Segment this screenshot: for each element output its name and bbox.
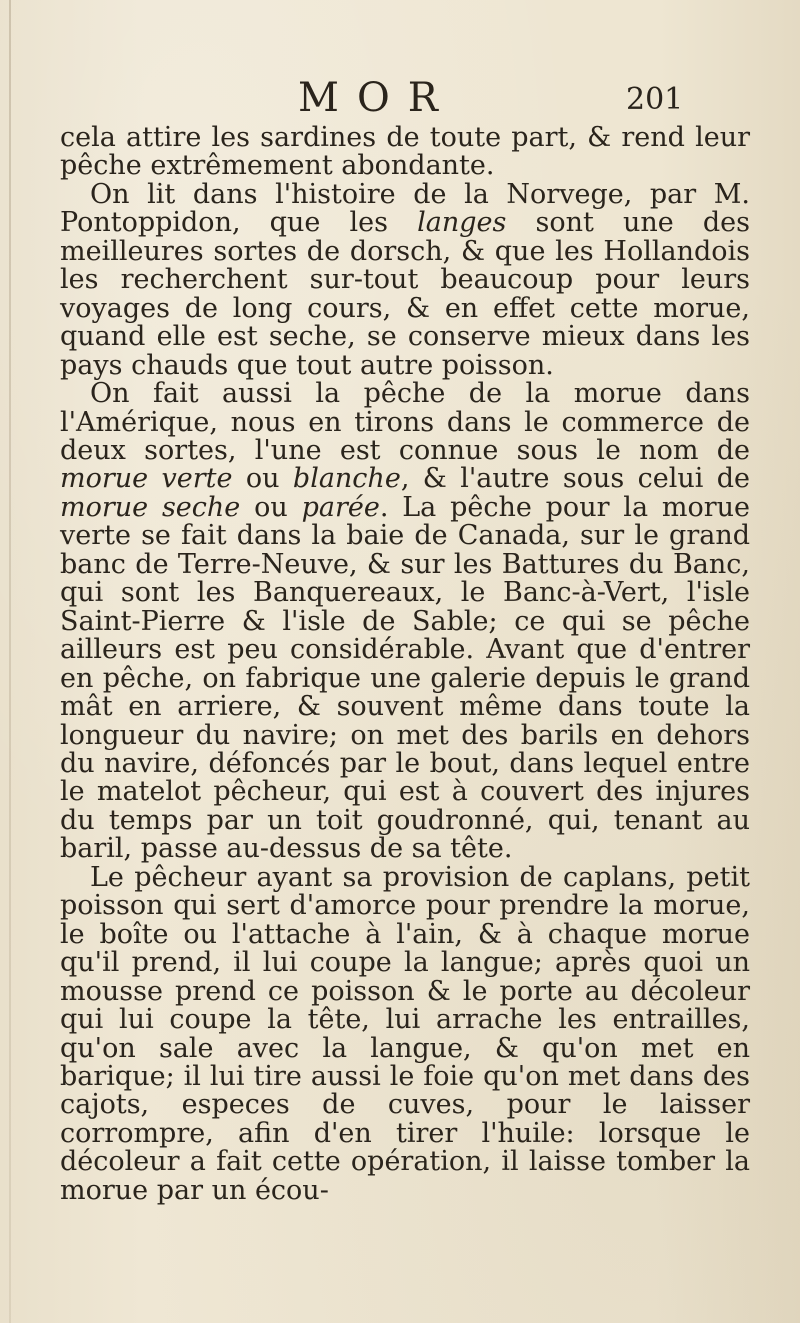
text-segment: On lit dans l'histoire de la Norvege, par M. Pontoppidon, que les xyxy=(60,178,750,239)
text-segment: , & l'autre sous celui de xyxy=(400,463,751,495)
paragraph-pecheur xyxy=(60,861,750,1206)
text-segment: Le pêcheur ayant sa provision de caplans, petit poisson qui sert d'amorce pour prendre la morue, le boîte ou l'attache à l'ain, & à chaque morue qu'il prend, il lui coupe la langue; après quoi un mousse prend ce poisson & le porte au décoleur qui lui coupe la tête, lui arrache les entrailles, qu'on sale avec la langue, & qu'on met en barique; il lui tire aussi le foie qu'on met dans des cajots, especes de cuves, pour le laisser corrompre, afin d'en tirer l'huile: lorsque le décoleur a fait cette opération, il laisse tomber la morue par un écou- xyxy=(60,861,750,1206)
italic-term-morue-verte: morue verte xyxy=(60,463,233,495)
italic-term-blanche: blanche xyxy=(292,463,401,495)
paragraph-norvege xyxy=(60,178,750,381)
paragraph-amerique xyxy=(60,380,750,864)
page-number: 201 xyxy=(626,82,684,117)
text-segment: . La pêche pour la morue verte se fait dans la baie de Canada, sur le grand banc de Terre-Neuve, & sur les Battures du Banc, qui sont les Banquereaux, le Banc-à-Vert, l'isle Saint-Pierre & l'isle de Sable; ce qui se pêche ailleurs est peu considérable. Avant que d'entrer en pêche, on fabrique une galerie depuis le grand mât en arriere, & souvent même dans toute la longueur du navire; on met des barils en dehors du navire, défoncés par le bout, dans lequel entre le matelot pêcheur, qui est à couvert des injures du temps par un toit goudronné, qui, tenant au baril, passe au-dessus de sa tête. xyxy=(60,491,750,865)
text-segment: sont une des meilleures sortes de dorsch, & que les Hollandois les recherchent sur-tout beaucoup pour leurs voyages de long cours, & en effet cette morue, quand elle est seche, se conserve mieux dans les pays chauds que tout autre poisson. xyxy=(60,207,750,381)
text-segment: cela attire les sardines de toute part, & rend leur pêche extrêmement abondante. xyxy=(60,122,750,182)
text-segment: ou xyxy=(240,491,302,523)
italic-term-paree: parée xyxy=(301,491,380,523)
italic-term-langes: langes xyxy=(417,207,507,239)
italic-term-morue-seche: morue seche xyxy=(60,491,241,523)
page-header xyxy=(0,73,800,123)
page-gutter-edge xyxy=(9,0,11,1323)
text-segment: ou xyxy=(232,463,293,495)
running-head: MOR xyxy=(298,75,456,121)
text-segment: On fait aussi la pêche de la morue dans l'Amérique, nous en tirons dans le commerce de deux sortes, l'une est connue sous le nom de xyxy=(60,378,750,466)
body-text xyxy=(60,124,750,1205)
paragraph-continuation xyxy=(60,124,750,181)
